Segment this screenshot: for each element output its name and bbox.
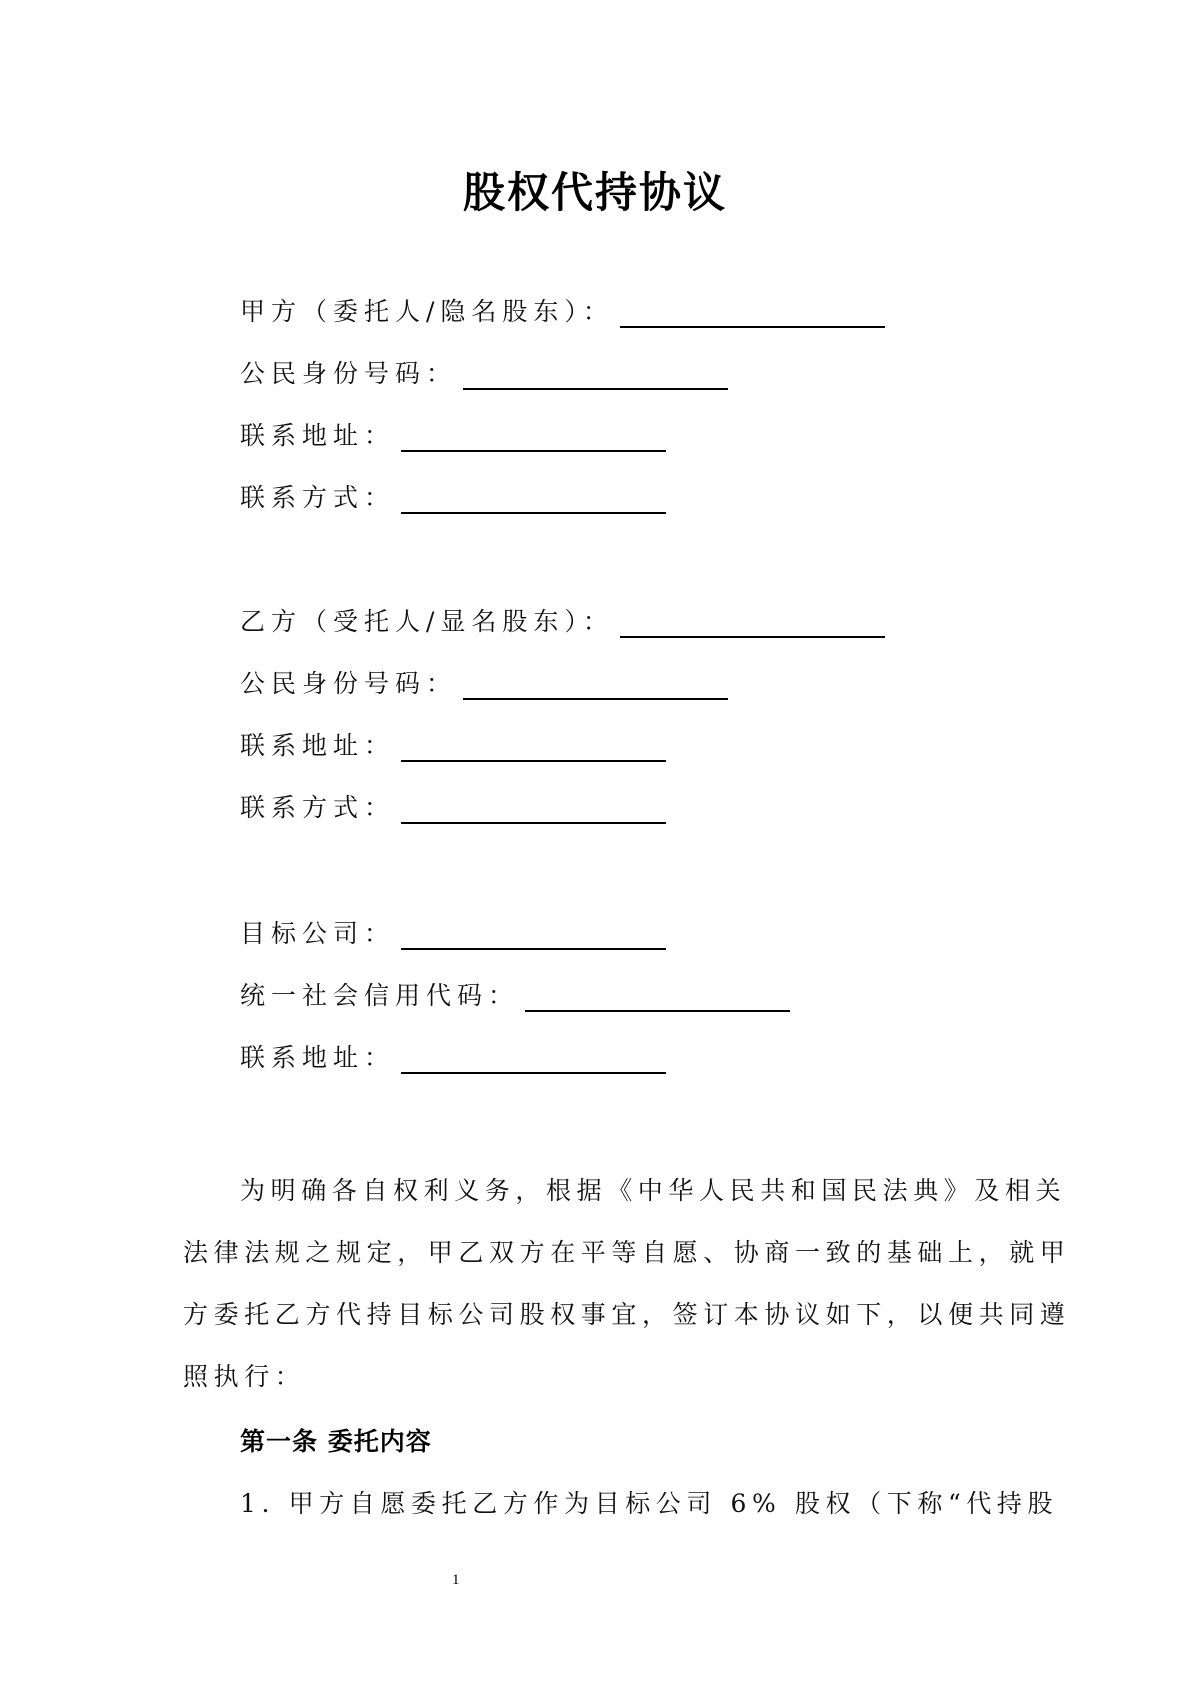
page-number: 1 bbox=[452, 1572, 460, 1588]
target-company-address-label: 联系地址： bbox=[240, 1043, 396, 1072]
party-a-name-field bbox=[240, 296, 885, 328]
party-a-name-label: 甲方（委托人/隐名股东）： bbox=[240, 297, 614, 326]
target-company-credit-code-field bbox=[240, 980, 790, 1012]
target-company-name-field bbox=[240, 918, 666, 950]
party-a-id-label: 公民身份号码： bbox=[240, 359, 458, 388]
party-b-name-label: 乙方（受托人/显名股东）： bbox=[240, 607, 614, 636]
party-a-id-field bbox=[240, 358, 728, 390]
party-b-id-blank[interactable] bbox=[463, 672, 728, 700]
party-b-contact-field bbox=[240, 792, 666, 824]
preamble-line: 方委托乙方代持目标公司股权事宜，签订本协议如下，以便共同遵 bbox=[183, 1300, 1071, 1329]
party-b-contact-blank[interactable] bbox=[401, 796, 666, 824]
party-a-name-blank[interactable] bbox=[620, 300, 885, 328]
party-b-address-label: 联系地址： bbox=[240, 731, 396, 760]
party-a-address-field bbox=[240, 420, 666, 452]
party-a-contact-blank[interactable] bbox=[401, 486, 666, 514]
target-company-address-field bbox=[240, 1042, 666, 1074]
target-company-name-label: 目标公司： bbox=[240, 919, 396, 948]
party-b-name-field bbox=[240, 606, 885, 638]
document-title: 股权代持协议 bbox=[462, 168, 727, 217]
party-a-contact-field bbox=[240, 482, 666, 514]
party-b-contact-label: 联系方式： bbox=[240, 793, 396, 822]
preamble-line: 为明确各自权利义务，根据《中华人民共和国民法典》及相关 bbox=[240, 1176, 1067, 1205]
party-b-id-field bbox=[240, 668, 728, 700]
party-b-address-field bbox=[240, 730, 666, 762]
target-company-address-blank[interactable] bbox=[401, 1046, 666, 1074]
preamble-line: 法律法规之规定，甲乙双方在平等自愿、协商一致的基础上，就甲 bbox=[183, 1238, 1071, 1267]
party-a-address-blank[interactable] bbox=[401, 424, 666, 452]
party-b-name-blank[interactable] bbox=[620, 610, 885, 638]
article-1-item-1: 1. 甲方自愿委托乙方作为目标公司 6% 股权（下称“代持股 bbox=[240, 1489, 1059, 1518]
party-a-address-label: 联系地址： bbox=[240, 421, 396, 450]
party-b-id-label: 公民身份号码： bbox=[240, 669, 458, 698]
party-a-contact-label: 联系方式： bbox=[240, 483, 396, 512]
target-company-credit-code-blank[interactable] bbox=[525, 984, 790, 1012]
preamble-line: 照执行： bbox=[183, 1362, 306, 1391]
party-b-address-blank[interactable] bbox=[401, 734, 666, 762]
target-company-credit-code-label: 统一社会信用代码： bbox=[240, 981, 520, 1010]
article-1-heading: 第一条 委托内容 bbox=[240, 1427, 432, 1456]
preamble-paragraph bbox=[183, 1160, 1071, 1408]
target-company-name-blank[interactable] bbox=[401, 922, 666, 950]
party-a-id-blank[interactable] bbox=[463, 362, 728, 390]
